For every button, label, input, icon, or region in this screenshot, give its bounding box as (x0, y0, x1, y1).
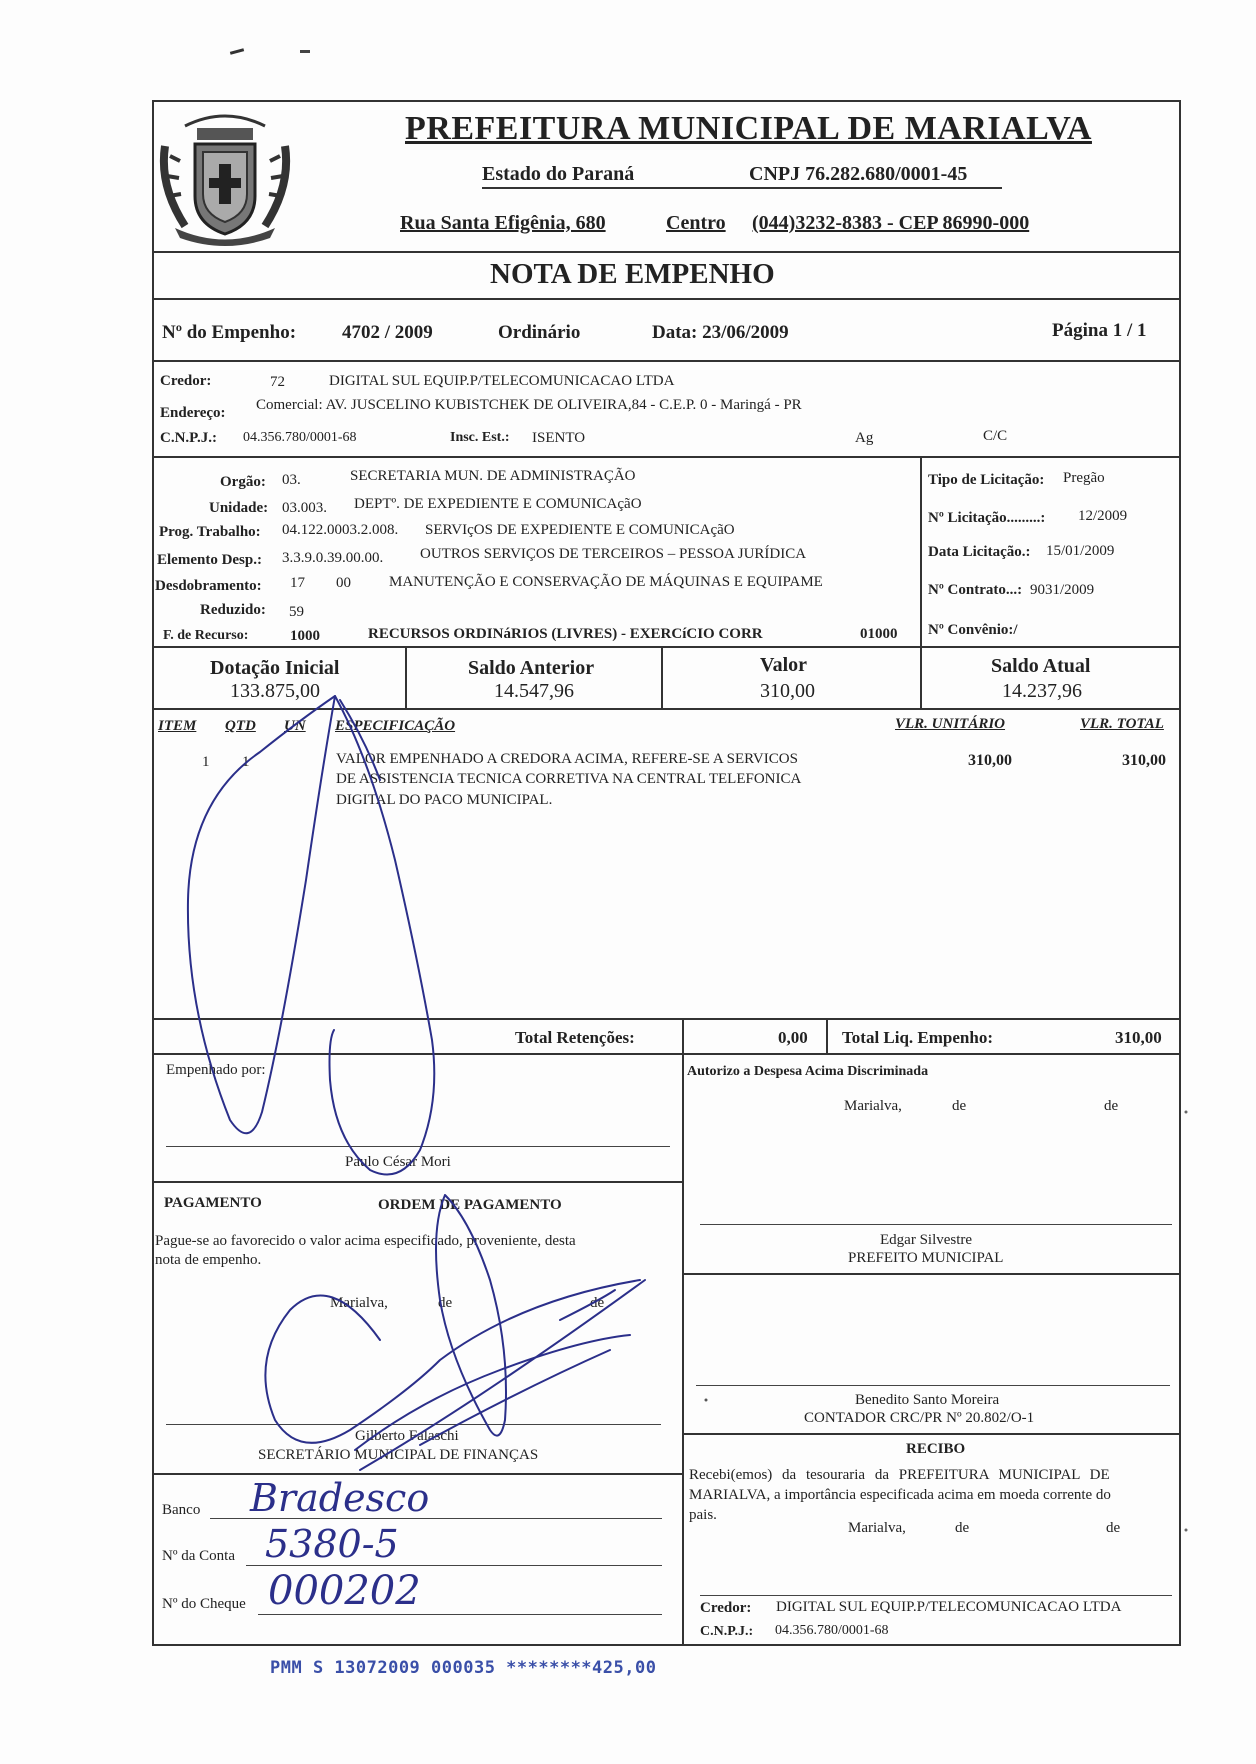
coat-of-arms-icon (155, 106, 295, 251)
col-header-qtd: QTD (225, 718, 256, 734)
creditor-label: Credor: (160, 373, 212, 389)
divider (920, 646, 922, 708)
pagamento-de: de (590, 1295, 605, 1311)
licitacao-num: 12/2009 (1078, 508, 1128, 524)
autorizo-de: de (952, 1098, 967, 1114)
banco-label: Banco (162, 1502, 201, 1518)
autorizo-place: Marialva, (844, 1098, 902, 1114)
divider (152, 1181, 682, 1183)
pagamento-de: de (438, 1295, 453, 1311)
cc-label: C/C (983, 428, 1008, 444)
desd-label: Desdobramento: (155, 578, 262, 594)
desd-code: 17 (290, 575, 305, 591)
divider (152, 251, 1181, 253)
licitacao-tipo: Pregão (1063, 470, 1105, 486)
red-code: 59 (289, 604, 304, 620)
divider (682, 1018, 684, 1646)
anterior-label: Saldo Anterior (468, 657, 595, 679)
row-spec-line: VALOR EMPENHADO A CREDORA ACIMA, REFERE-SE A SERVICOS (336, 751, 798, 767)
licitacao-data: 15/01/2009 (1046, 543, 1115, 559)
ordem-label: ORDEM DE PAGAMENTO (378, 1197, 562, 1213)
recibo-credor-label: Credor: (700, 1600, 752, 1616)
col-header-un: UN (284, 718, 306, 734)
ag-label: Ag (855, 430, 874, 446)
signature-line (700, 1224, 1172, 1225)
fonte-label: F. de Recurso: (163, 628, 249, 643)
unidade-label: Unidade: (209, 500, 269, 516)
recibo-title: RECIBO (906, 1441, 966, 1457)
recibo-credor: DIGITAL SUL EQUIP.P/TELECOMUNICACAO LTDA (776, 1599, 1122, 1615)
recibo-line: pais. (689, 1507, 717, 1523)
col-header-spec: ESPECIFICAÇÃO (335, 718, 456, 734)
liq-label: Total Liq. Empenho: (842, 1028, 993, 1047)
divider (152, 708, 1181, 710)
cnpj-label: C.N.P.J.: (160, 430, 217, 446)
recibo-de: de (1106, 1520, 1121, 1536)
prog-name: SERVIçOS DE EXPEDIENTE E COMUNICAçãO (425, 522, 735, 538)
pagamento-text-line: Pague-se ao favorecido o valor acima especificado, proveniente, desta (155, 1233, 576, 1249)
creditor-address: Comercial: AV. JUSCELINO KUBISTCHEK DE OLIVEIRA,84 - C.E.P. 0 - Maringá - PR (256, 397, 802, 413)
mayor-name: Edgar Silvestre (880, 1232, 973, 1248)
district: Centro (666, 212, 726, 234)
recibo-cnpj-label: C.N.P.J.: (700, 1624, 754, 1639)
unidade-name: DEPTº. DE EXPEDIENTE E COMUNICAçãO (354, 496, 642, 512)
col-header-total: VLR. TOTAL (1080, 716, 1164, 732)
elem-label: Elemento Desp.: (157, 552, 262, 568)
row-unit-value: 310,00 (968, 752, 1012, 769)
divider (152, 1018, 1181, 1020)
anterior-value: 14.547,96 (494, 680, 574, 702)
divider (682, 1273, 1181, 1275)
divider (152, 1053, 1181, 1055)
empenho-number-label: Nº do Empenho: (162, 322, 297, 343)
contrato-number: 9031/2009 (1030, 582, 1095, 598)
contador-name: Benedito Santo Moreira (855, 1392, 1000, 1408)
recibo-de: de (955, 1520, 970, 1536)
col-header-item: ITEM (158, 718, 197, 734)
signature-line (700, 1595, 1172, 1596)
fonte-name: RECURSOS ORDINáRIOS (LIVRES) - EXERCíCIO CORR (368, 626, 763, 642)
creditor-code: 72 (270, 374, 285, 390)
divider (152, 456, 1181, 458)
header-underline (482, 187, 1002, 189)
recibo-place: Marialva, (848, 1520, 906, 1536)
row-spec-line: DIGITAL DO PACO MUNICIPAL. (336, 792, 553, 808)
secretario-title: SECRETÁRIO MUNICIPAL DE FINANÇAS (258, 1447, 539, 1463)
col-header-unit: VLR. UNITÁRIO (895, 716, 1006, 732)
page-title: PREFEITURA MUNICIPAL DE MARIALVA (405, 110, 1092, 147)
phone-cep: (044)3232-8383 - CEP 86990-000 (752, 212, 1030, 234)
divider (661, 646, 663, 708)
pagamento-place: Marialva, (330, 1295, 388, 1311)
divider (152, 1473, 682, 1475)
signature-line (166, 1146, 670, 1147)
secretario-name: Gilberto Falaschi (355, 1428, 459, 1444)
row-qtd: 1 (242, 754, 250, 770)
address-label: Endereço: (160, 405, 226, 421)
orgao-name: SECRETARIA MUN. DE ADMINISTRAÇÃO (350, 468, 636, 484)
recibo-line: Recebi(emos) da tesouraria da PREFEITURA MUNICIPAL DE (689, 1467, 1110, 1483)
recibo-line: MARIALVA, a importância especificada acima em moeda corrente do (689, 1487, 1111, 1503)
city-cnpj: CNPJ 76.282.680/0001-45 (749, 163, 968, 185)
atual-value: 14.237,96 (1002, 680, 1082, 702)
contrato-label: Nº Contrato...: (928, 582, 1023, 598)
valor-value: 310,00 (760, 680, 815, 702)
divider (152, 298, 1181, 300)
contador-title: CONTADOR CRC/PR Nº 20.802/O-1 (804, 1410, 1035, 1426)
dotacao-value: 133.875,00 (230, 680, 320, 702)
valor-label: Valor (760, 654, 808, 676)
signature-line (166, 1424, 661, 1425)
retencoes-label: Total Retenções: (515, 1028, 635, 1047)
fonte-code: 1000 (290, 628, 320, 644)
divider (826, 1018, 828, 1054)
recibo-cnpj: 04.356.780/0001-68 (775, 1623, 889, 1638)
insc-label: Insc. Est.: (450, 430, 510, 445)
state-label: Estado do Paraná (482, 163, 635, 185)
divider (152, 646, 1181, 648)
divider (405, 646, 407, 708)
empenho-date: Data: 23/06/2009 (652, 322, 789, 343)
mayor-title: PREFEITO MUNICIPAL (848, 1250, 1004, 1266)
elem-code: 3.3.9.0.39.00.00. (282, 550, 384, 566)
divider (920, 456, 922, 648)
street-address: Rua Santa Efigênia, 680 (400, 212, 606, 234)
scan-mark (300, 50, 310, 53)
scan-mark (230, 48, 244, 55)
payment-stamp: PMM S 13072009 000035 ********425,00 (270, 1658, 657, 1678)
creditor-name: DIGITAL SUL EQUIP.P/TELECOMUNICACAO LTDA (329, 373, 675, 389)
row-item: 1 (202, 754, 210, 770)
divider (682, 1433, 1181, 1435)
unidade-code: 03.003. (282, 500, 327, 516)
empenhado-name: Paulo César Mori (345, 1154, 451, 1170)
desd-sub: 00 (336, 575, 351, 591)
creditor-cnpj: 04.356.780/0001-68 (243, 430, 357, 445)
conta-label: Nº da Conta (162, 1548, 235, 1564)
licitacao-data-label: Data Licitação.: (928, 544, 1031, 560)
insc-value: ISENTO (532, 430, 586, 446)
cheque-line (258, 1614, 662, 1615)
red-label: Reduzido: (200, 602, 266, 618)
banco-handwritten: Bradesco (250, 1476, 430, 1520)
prog-code: 04.122.0003.2.008. (282, 522, 399, 538)
convenio-label: Nº Convênio:/ (928, 622, 1018, 638)
empenho-number: 4702 / 2009 (342, 322, 433, 343)
prog-label: Prog. Trabalho: (159, 524, 261, 540)
liq-value: 310,00 (1115, 1028, 1162, 1047)
atual-label: Saldo Atual (991, 655, 1091, 677)
document-title: NOTA DE EMPENHO (490, 258, 775, 290)
signature-line (696, 1385, 1170, 1386)
licitacao-tipo-label: Tipo de Licitação: (928, 472, 1045, 488)
cheque-label: Nº do Cheque (162, 1596, 246, 1612)
orgao-code: 03. (282, 472, 301, 488)
elem-name: OUTROS SERVIÇOS DE TERCEIROS – PESSOA JURÍDICA (420, 546, 807, 562)
dotacao-label: Dotação Inicial (210, 657, 340, 679)
fonte-code2: 01000 (860, 626, 898, 642)
row-spec-line: DE ASSISTENCIA TECNICA CORRETIVA NA CENTRAL TELEFONICA (336, 771, 802, 787)
retencoes-value: 0,00 (778, 1028, 808, 1047)
autorizo-de: de (1104, 1098, 1119, 1114)
autorizo-label: Autorizo a Despesa Acima Discriminada (687, 1064, 929, 1079)
conta-handwritten: 5380-5 (265, 1522, 399, 1566)
pagamento-label: PAGAMENTO (164, 1195, 262, 1211)
orgao-label: Orgão: (220, 474, 266, 490)
row-total-value: 310,00 (1122, 752, 1166, 769)
empenhado-label: Empenhado por: (166, 1062, 266, 1078)
page-number: Página 1 / 1 (1052, 320, 1147, 341)
desd-name: MANUTENÇÃO E CONSERVAÇÃO DE MÁQUINAS E EQUIPAME (389, 574, 823, 590)
pagamento-text-line: nota de empenho. (155, 1252, 262, 1268)
cheque-handwritten: 000202 (268, 1568, 421, 1614)
licitacao-num-label: Nº Licitação.........: (928, 510, 1046, 526)
divider (152, 360, 1181, 362)
empenho-type: Ordinário (498, 322, 581, 343)
